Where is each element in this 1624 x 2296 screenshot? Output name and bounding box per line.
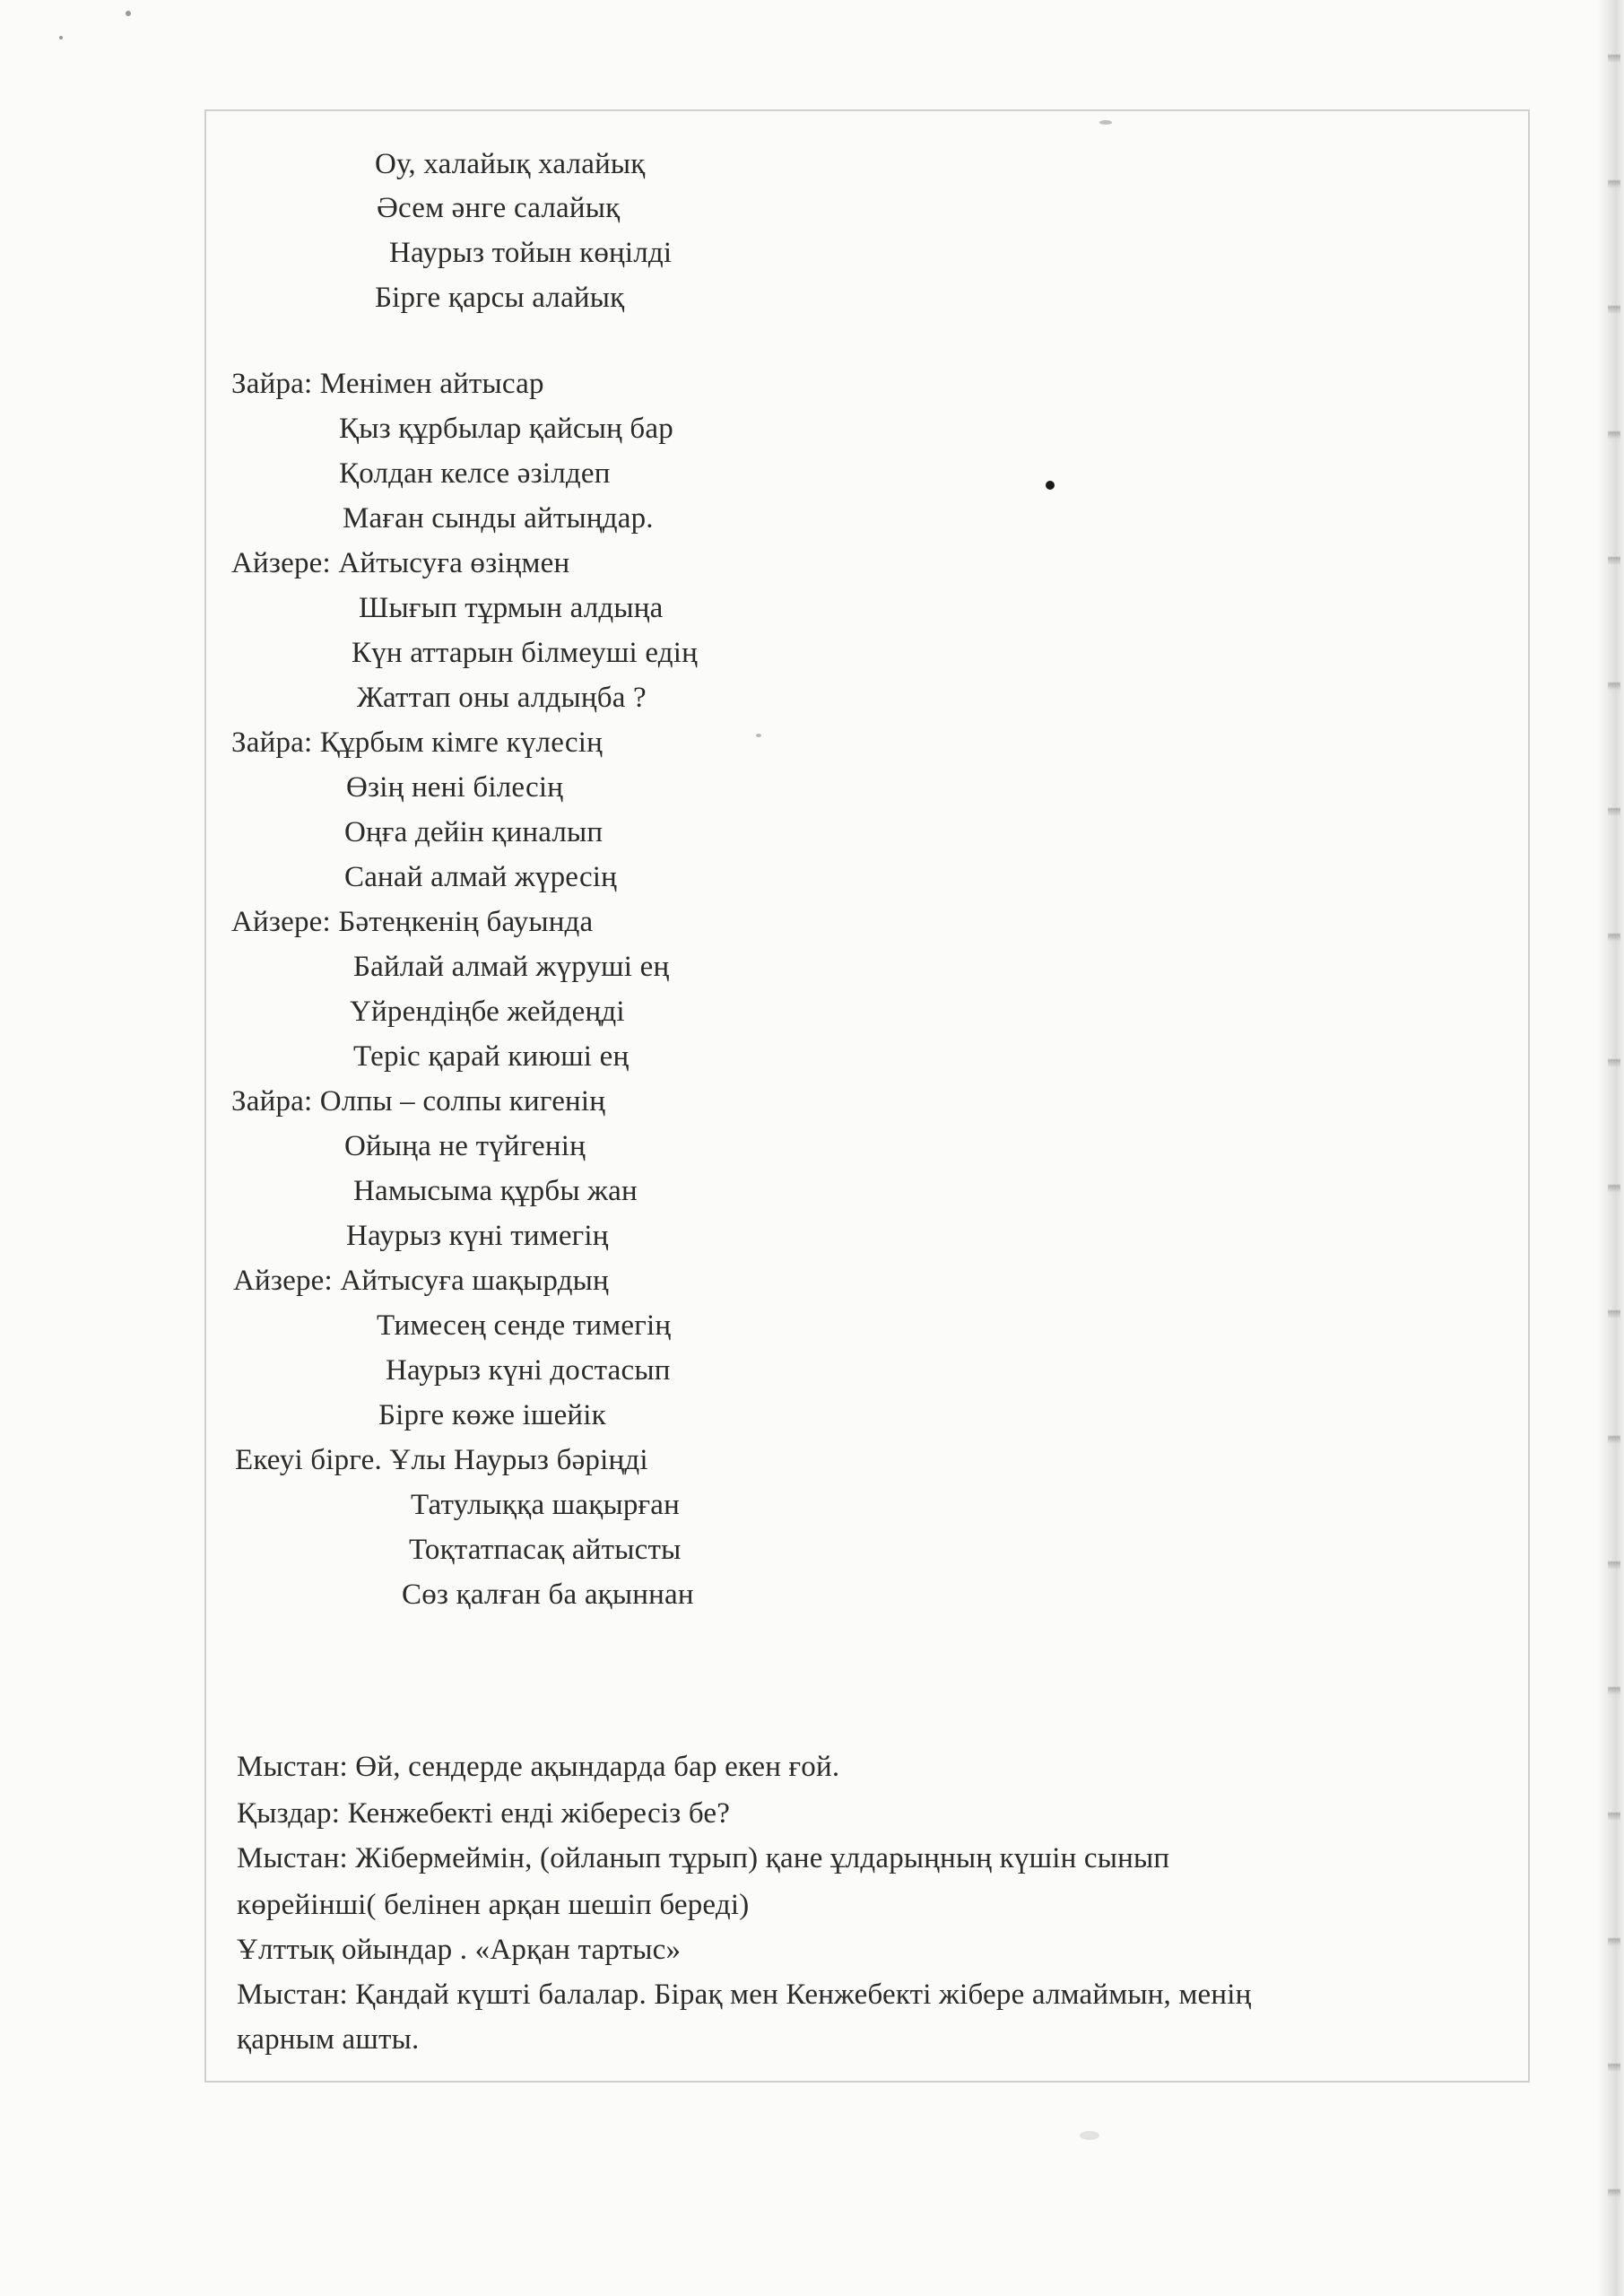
dialogue-line: Наурыз күні достасып <box>386 1354 671 1387</box>
prose-line: Қыздар: Кенжебекті енді жібересіз бе? <box>237 1797 731 1830</box>
dialogue-line: Айзере: Бәтеңкенің бауында <box>231 906 594 938</box>
verse-line: Бірге қарсы алайық <box>375 282 625 314</box>
dialogue-line: Өзің нені білесің <box>346 771 564 804</box>
ink-dot <box>1046 481 1055 490</box>
dialogue-line: Үйрендіңбе жейдеңді <box>350 996 625 1028</box>
dialogue-line: Бірге көже ішейік <box>378 1399 606 1431</box>
scan-speck <box>126 11 131 16</box>
dialogue-line: Күн аттарын білмеуші едің <box>352 637 698 669</box>
dialogue-line: Қолдан келсе әзілдеп <box>339 457 611 490</box>
verse-line: Әсем әнге салайық <box>377 192 621 224</box>
scan-noise <box>1608 0 1620 2296</box>
dialogue-line: Зайра: Олпы – солпы кигенің <box>231 1085 606 1118</box>
dialogue-line: Намысыма құрбы жан <box>353 1175 638 1207</box>
prose-line: Мыстан: Қандай күшті балалар. Бірақ мен Кенжебекті жібере алмаймын, менің <box>237 1979 1252 2011</box>
dialogue-line: Тимесең сенде тимегің <box>377 1309 672 1342</box>
dialogue-line: Тоқтатпасақ айтысты <box>409 1534 682 1566</box>
prose-line: қарным ашты. <box>237 2023 420 2056</box>
dialogue-line: Екеуі бірге. Ұлы Наурыз бәріңді <box>235 1444 648 1476</box>
scan-speck <box>59 36 63 39</box>
dialogue-line: Жаттап оны алдыңба ? <box>357 682 647 714</box>
dialogue-line: Санай алмай жүресің <box>344 861 618 893</box>
dialogue-line: Ойыңа не түйгенің <box>344 1130 586 1162</box>
dialogue-line: Айзере: Айтысуға шақырдың <box>233 1265 609 1297</box>
scan-speck <box>1080 2131 1099 2140</box>
prose-line: көрейінші( белінен арқан шешіп береді) <box>237 1889 750 1921</box>
dialogue-line: Оңға дейін қиналып <box>344 816 604 848</box>
dialogue-line: Наурыз күні тимегің <box>346 1220 609 1252</box>
dialogue-line: Маған сынды айтыңдар. <box>343 502 654 535</box>
dialogue-line: Теріс қарай киюші ең <box>353 1040 630 1073</box>
prose-line: Мыстан: Жібермеймін, (ойланып тұрып) қане ұлдарыңның күшін сынып <box>237 1842 1170 1874</box>
verse-line: Оу, халайық халайық <box>375 148 646 180</box>
prose-line: Ұлттық ойындар . «Арқан тартыс» <box>237 1934 682 1966</box>
verse-line: Наурыз тойын көңілді <box>389 237 673 269</box>
dialogue-line: Қыз құрбылар қайсың бар <box>339 413 673 445</box>
dialogue-line: Байлай алмай жүруші ең <box>353 951 670 983</box>
dialogue-line: Шығып тұрмын алдыңа <box>359 592 664 624</box>
prose-line: Мыстан: Өй, сендерде ақындарда бар екен ғой. <box>237 1751 840 1783</box>
dialogue-line: Зайра: Менімен айтысар <box>231 368 544 400</box>
dialogue-line: Зайра: Құрбым кімге күлесің <box>231 726 603 759</box>
dialogue-line: Сөз қалған ба ақыннан <box>402 1578 694 1611</box>
dialogue-line: Татулыққа шақырған <box>411 1489 680 1521</box>
dialogue-line: Айзере: Айтысуға өзіңмен <box>231 547 570 579</box>
